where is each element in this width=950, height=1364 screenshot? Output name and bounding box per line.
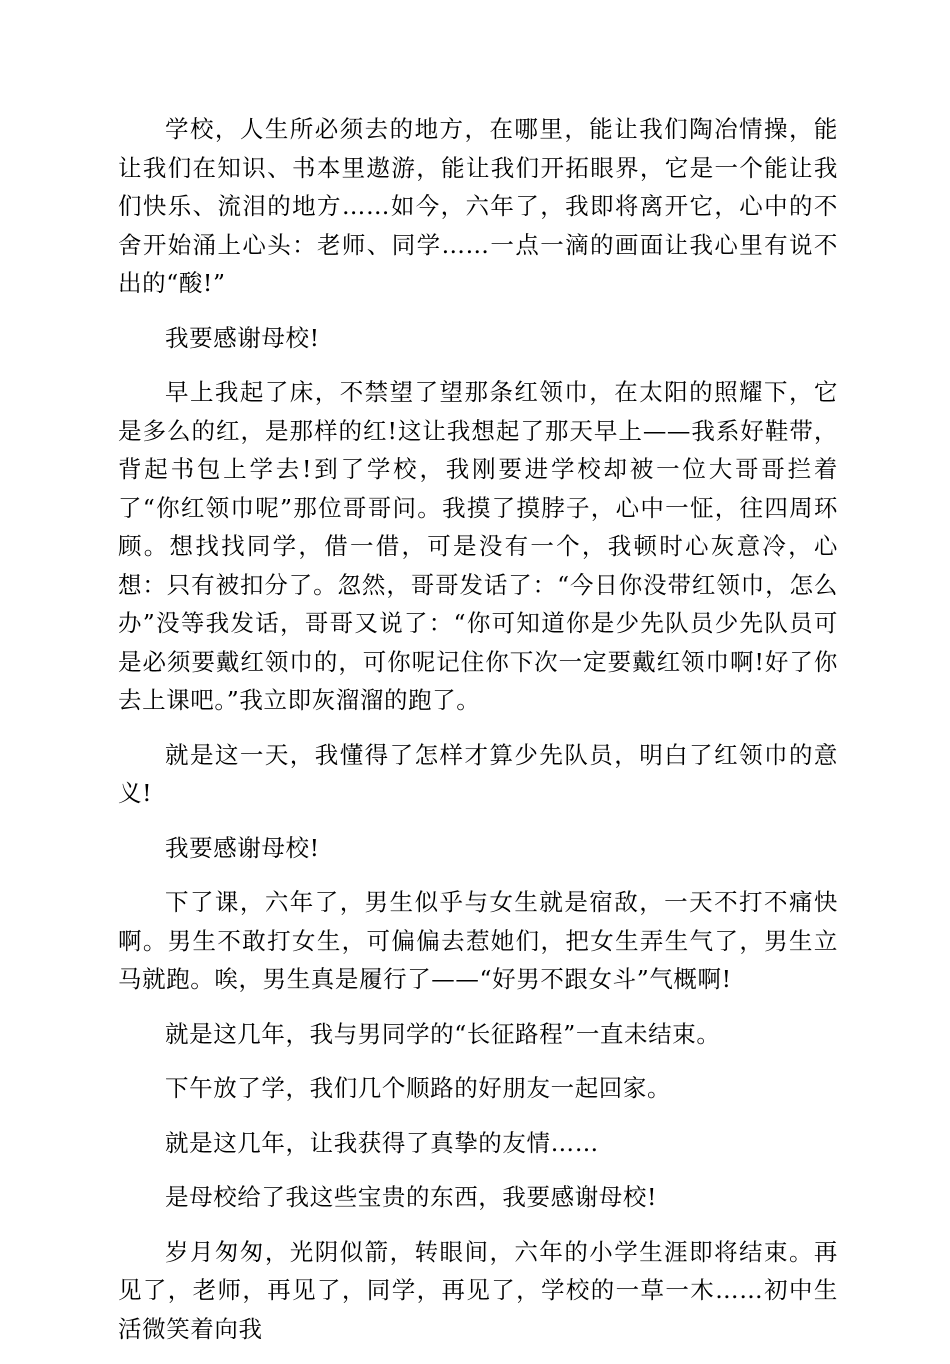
paragraph: 我要感谢母校!: [165, 833, 320, 862]
paragraph: 早上我起了床，不禁望了望那条红领巾，在太阳的照耀下，它是多么的红，是那样的红!这让我想起了那天早上——我系好鞋带，背起书包上学去!到了学校，我刚要进学校却被一位大哥哥拦着了“你红领巾呢”那位哥哥问。我摸了摸脖子，心中一怔，往四周环顾。想找找同学，借一借，可是没有一个，我顿时心灰意冷，心想：只有被扣分了。忽然，哥哥发话了：“今日你没带红领巾，怎么办”没等我发话，哥哥又说了：“你可知道你是少先队员少先队员可是必须要戴红领巾的，可你呢记住你下次一定要戴红领巾啊!好了你去上课吧。”我立即灰溜溜的跑了。: [118, 378, 838, 714]
paragraph: 下了课，六年了，男生似乎与女生就是宿敌，一天不打不痛快啊。男生不敢打女生，可偏偏去惹她们，把女生弄生气了，男生立马就跑。唉，男生真是履行了——“好男不跟女斗”气概啊!: [118, 888, 838, 993]
paragraph: 就是这一天，我懂得了怎样才算少先队员，明白了红领巾的意义!: [118, 740, 838, 807]
paragraph: 岁月匆匆，光阴似箭，转眼间，六年的小学生涯即将结束。再见了，老师，再见了，同学，再见了，学校的一草一木……初中生活微笑着向我: [118, 1237, 838, 1343]
paragraph: 是母校给了我这些宝贵的东西，我要感谢母校!: [165, 1183, 658, 1211]
paragraph: 就是这几年，让我获得了真挚的友情……: [165, 1128, 599, 1157]
paragraph: 我要感谢母校!: [165, 323, 320, 352]
paragraph: 下午放了学，我们几个顺路的好朋友一起回家。: [165, 1074, 672, 1102]
paragraph: 就是这几年，我与男同学的“长征路程”一直未结束。: [165, 1019, 721, 1048]
essay-body: [118, 110, 838, 1364]
paragraph: 学校，人生所必须去的地方，在哪里，能让我们陶冶情操，能让我们在知识、书本里遨游，能让我们开拓眼界，它是一个能让我们快乐、流泪的地方……如今，六年了，我即将离开它，心中的不舍开始涌上心头：老师、同学……一点一滴的画面让我心里有说不出的“酸!”: [118, 115, 838, 297]
